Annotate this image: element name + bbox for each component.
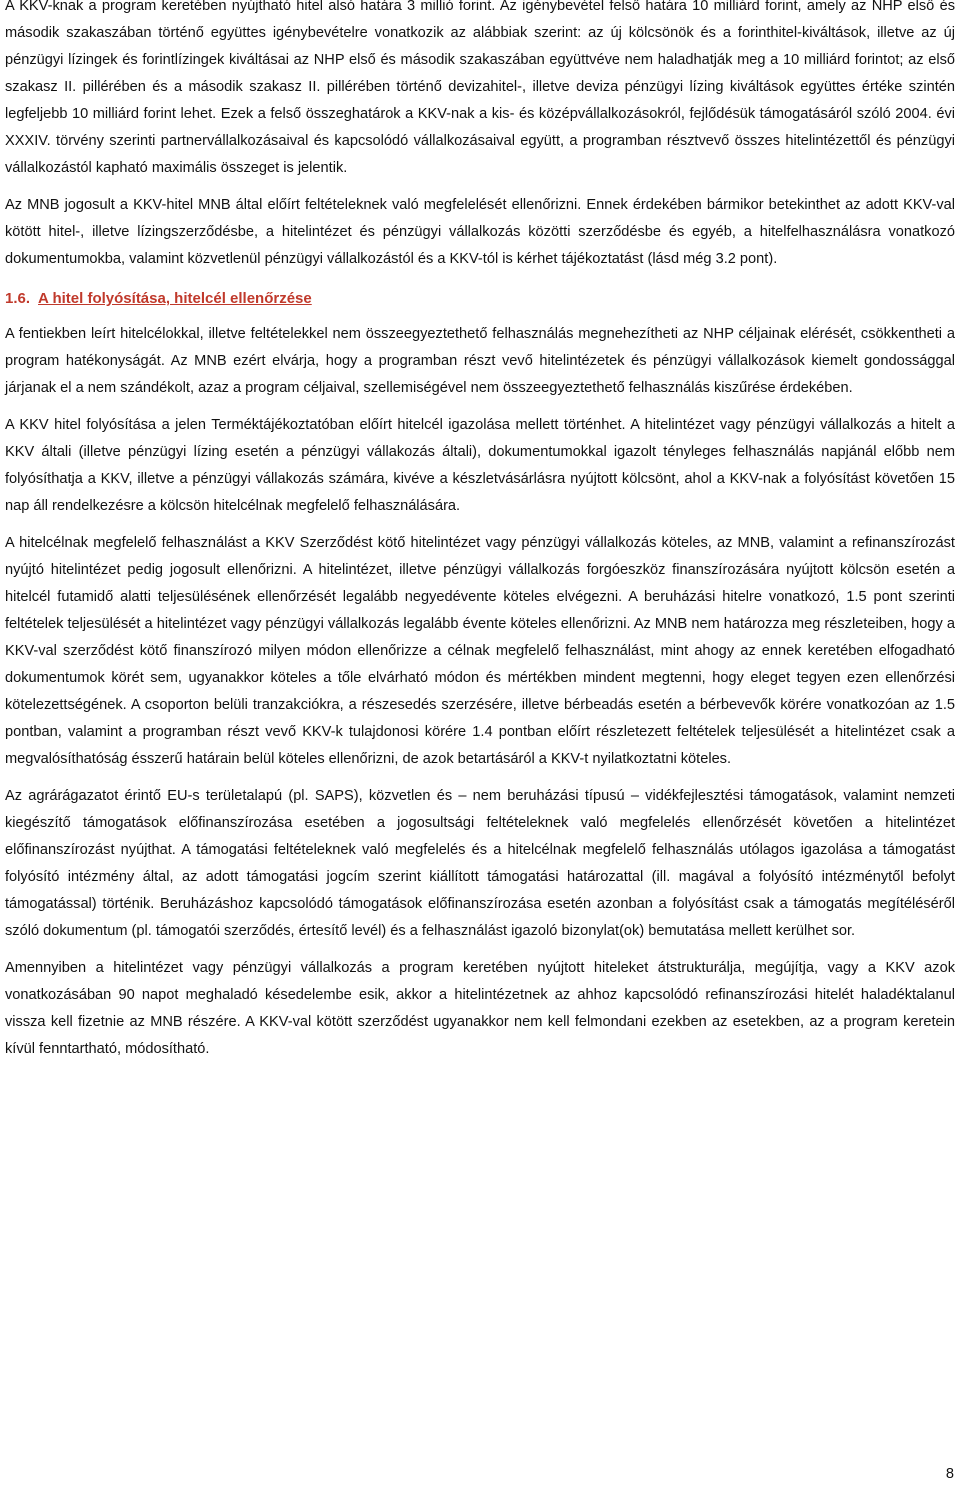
body-paragraph: A KKV-knak a program keretében nyújtható hitel alsó határa 3 millió forint. Az igénybevétel felső határa 10 milliárd forint, amely az NHP első és második szakaszában történő együttes igénybevételre vonatkozik az alábbiak szerint: az új kölcsönök és a forinthitel-kiváltások, illetve az új pénzügyi lízingek és forintlízingek kiváltásai az NHP első és második szakaszában együttvéve nem haladhatják meg a 10 milliárd forintot; az első szakasz II. pillérében és a második szakasz II. pillérében történő devizahitel-, illetve deviza pénzügyi lízing kiváltások együttes értéke szintén legfeljebb 10 milliárd forint lehet. Ezek a felső összeghatárok a KKV-nak a kis- és középvállalkozásokról, fejlődésük támogatásáról szóló 2004. évi XXXIV. törvény szerinti partnervállalkozásaival és kapcsolódó vállalkozásaival együtt, a programban résztvevő összes hitelintézettől és pénzügyi vállalkozástól kapható maximális összeget is jelentik. xyxy=(5,0,955,176)
body-paragraph: A KKV hitel folyósítása a jelen Terméktájékoztatóban előírt hitelcél igazolása mellett történhet. A hitelintézet vagy pénzügyi vállalkozás a hitelt a KKV általi (illetve pénzügyi lízing esetén a pénzügyi vállakozás általi), dokumentumokkal igazolt tényleges felhasználás napjánál előbb nem folyósíthatja a KKV, illetve a pénzügyi vállakozás számára, kivéve a készletvásárlásra nyújtott kölcsönt, ahol a KKV-nak a folyósítást követően 15 nap áll rendelkezésre a kölcsön hitelcélnak megfelelő felhasználására. xyxy=(5,417,955,514)
section-number: 1.6. xyxy=(5,290,31,307)
page-number: 8 xyxy=(945,1466,954,1482)
body-paragraph: A hitelcélnak megfelelő felhasználást a KKV Szerződést kötő hitelintézet vagy pénzügyi vállalkozás köteles, az MNB, valamint a refinanszírozást nyújtó hitelintézet pedig jogosult ellenőrizni. A hitelintézet, illetve pénzügyi vállalkozás forgóeszköz finanszírozására nyújtott kölcsön esetén a hitelcél futamidő alatti teljesülésének ellenőrzését legalább negyedévente köteles elvégezni. A beruházási hitelre vonatkozó, 1.5 pont szerinti feltételek teljesülését a hitelintézet vagy pénzügyi vállalkozás legalább évente köteles ellenőrizni. Az MNB nem határozza meg részleteiben, hogy a KKV-val szerződést kötő finanszírozó milyen módon ellenőrizze a célnak megfelelő felhasználást, mint ahogy az ennek keretében elfogadható dokumentumok körét sem, ugyanakkor köteles a tőle elvárható módon és mértékben mindent megtenni, hogy eleget tegyen ezen ellenőrzési kötelezettségének. A csoporton belüli tranzakciókra, a részesedés szerzésére, illetve bérbeadás esetén a bérbevevők körére vonatkozóan az 1.5 pontban, valamint a programban részt vevő KKV-k tulajdonosi körére 1.4 pontban előírt részletezett feltételek teljesülését a hitelintézet csak a megvalósíthatóság ésszerű határain belül köteles ellenőrizni, de azok betartásáról a KKV-t nyilatkoztatni köteles. xyxy=(5,535,955,767)
section-title: A hitel folyósítása, hitelcél ellenőrzése xyxy=(38,290,312,307)
body-paragraph: A fentiekben leírt hitelcélokkal, illetve feltételekkel nem összeegyeztethető felhasználás megnehezítheti az NHP céljainak elérését, csökkentheti a program hatékonyságát. Az MNB ezért elvárja, hogy a programban részt vevő hitelintézetek és pénzügyi vállalkozások kiemelt gondossággal járjanak el a nem szándékolt, azaz a program céljaival, szellemiségével nem összeegyeztethető felhasználás kiszűrése érdekében. xyxy=(5,326,955,396)
body-paragraph: Az MNB jogosult a KKV-hitel MNB által előírt feltételeknek való megfelelését ellenőrizni. Ennek érdekében bármikor betekinthet az adott KKV-val kötött hitel-, illetve lízingszerződésbe, a hitelintézet és pénzügyi vállalkozás közötti szerződésbe és egyéb, a hitelfelhasználásra vonatkozó dokumentumokba, valamint közvetlenül pénzügyi vállalkozástól és a KKV-tól is kérhet tájékoztatást (lásd még 3.2 pont). xyxy=(5,197,955,267)
section-heading xyxy=(5,285,955,313)
body-paragraph: Amennyiben a hitelintézet vagy pénzügyi vállalkozás a program keretében nyújtott hiteleket átstrukturálja, megújítja, vagy a KKV azok vonatkozásában 90 napot meghaladó késedelembe esik, akkor a hitelintézetnek az ahhoz kapcsolódó refinanszírozási hitelét haladéktalanul vissza kell fizetnie az MNB részére. A KKV-val kötött szerződést ugyanakkor nem kell felmondani ezekben az esetekben, az a program keretein kívül fenntartható, módosítható. xyxy=(5,960,955,1057)
document-page xyxy=(5,0,955,1063)
body-paragraph: Az agrárágazatot érintő EU-s területalapú (pl. SAPS), közvetlen és – nem beruházási típusú – vidékfejlesztési támogatások, valamint nemzeti kiegészítő támogatások előfinanszírozása esetében a jogosultsági feltételeknek való megfelelés ellenőrzését követően a hitelintézet előfinanszírozást nyújthat. A támogatási feltételeknek való megfelelés és a hitelcélnak megfelelő felhasználás utólagos igazolása a támogatást folyósító intézmény által, az adott támogatási jogcím szerint kiállított támogatási határozattal (ill. magával a folyósító intézménytől befolyt támogatással) történik. Beruházáshoz kapcsolódó támogatások előfinanszírozása esetén azonban a folyósítást csak a támogatás megítéléséről szóló dokumentum (pl. támogatói szerződés, értesítő levél) és a felhasználást igazoló bizonylat(ok) bemutatása mellett kerülhet sor. xyxy=(5,788,955,939)
